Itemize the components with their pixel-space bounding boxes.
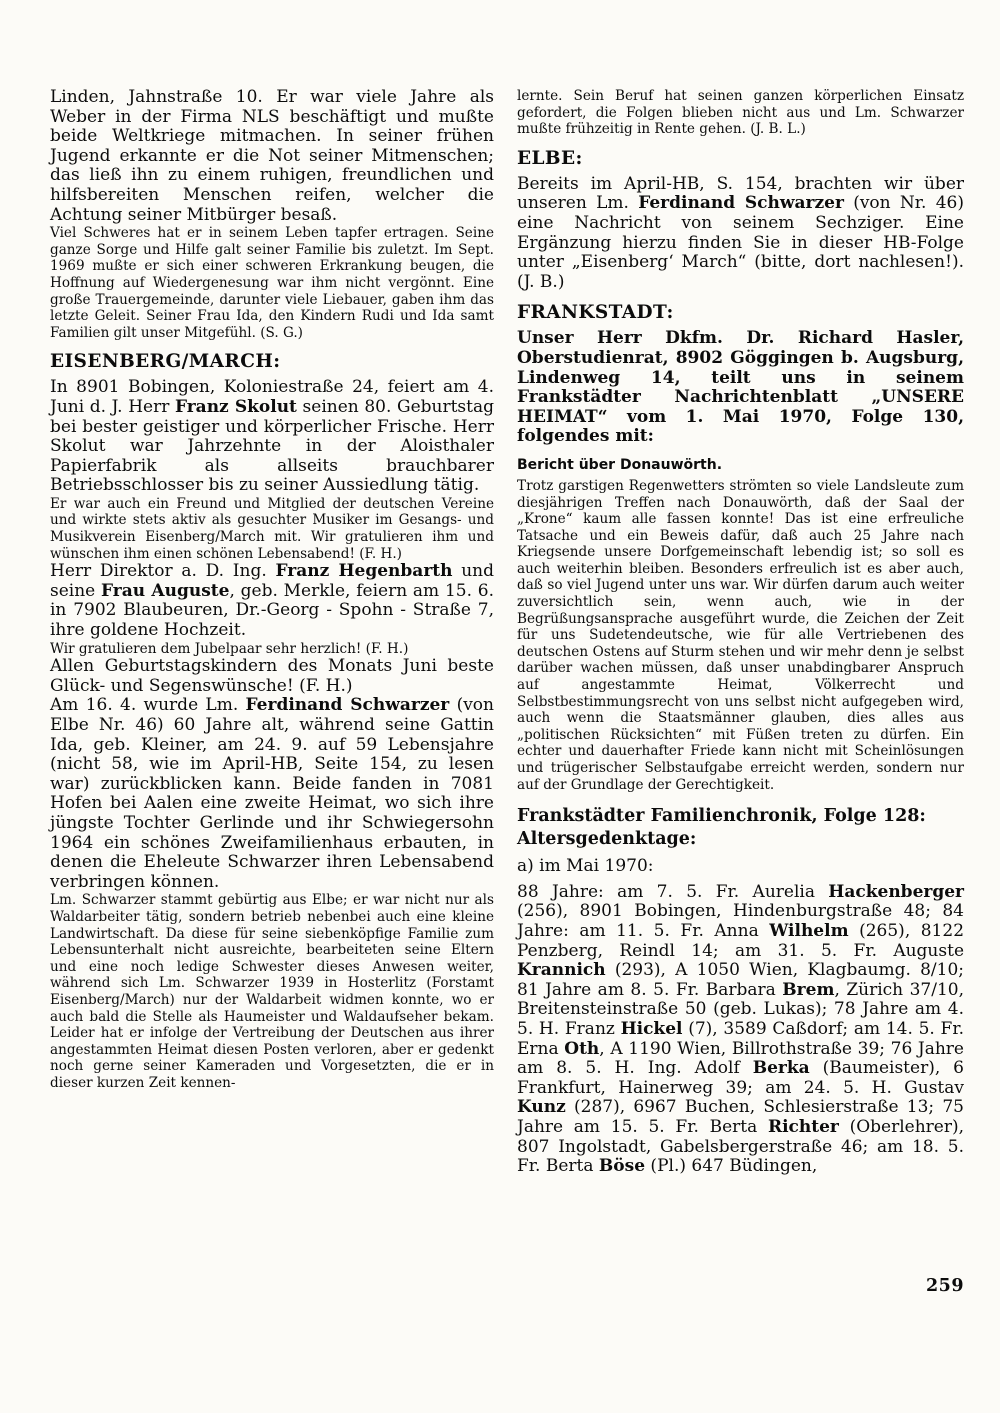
paragraph: Trotz garstigen Regenwetters strömten so viele Landsleute zum diesjährigen Treffen nach Donauwörth, daß der Saal der „Krone“ kaum alle fassen konnte! Das ist eine erfreuliche Tatsache und ein Beweis dafür, daß auch 25 Jahre nach Kriegsende unsere Dorfgemeinschaft lebendig ist; so soll es auch weiterhin bleiben. Besonders erfreulich ist es aber auch, daß so viel Jugend unter uns war. Wir dürfen darum auch weiter zuversichtlich sein, wenn auch, wie in der Begrüßungsansprache ausgeführt wurde, die Zeichen der Zeit für uns Sudetendeutsche, wie für alle Vertriebenen des deutschen Ostens auf Sturm stehen und wir mehr denn je selbst darüber wachen müssen, daß unser unabdingbarer Anspruch auf angestammte Heimat, Völkerrecht und Selbstbestimmungsrecht von uns selbst nicht aufgegeben wird, auch wenn die Staatsmänner glauben, dies alles aus „politischen Rücksichten“ mit Füßen treten zu dürfen. Ein echter und dauerhafter Friede kann nicht mit Scheinlösungen und trügerischer Selbstaufgabe erreicht werden, sondern nur auf der Grundlage der Gerechtigkeit.: [517, 477, 964, 793]
list-intro: a) im Mai 1970:: [517, 856, 654, 877]
right-column: [517, 88, 964, 1177]
paragraph: Viel Schweres hat er in seinem Leben tapfer ertragen. Seine ganze Sorge und Hilfe galt seiner Familie bis zuletzt. Im Sept. 1969 mußte er sich einer schweren Erkrankung beugen, die Hoffnung auf Wiedergenesung war ihm nicht vergönnt. Eine große Trauergemeinde, darunter viele Liebauer, gaben ihm das letzte Geleit. Seiner Frau Ida, den Kindern Rudi und Ida samt Familien gilt unser Mitgefühl. (S. G.): [50, 225, 494, 341]
section-heading: FRANKSTADT:: [517, 302, 674, 324]
left-column: [50, 88, 494, 1091]
bold-text: Frau Auguste: [101, 580, 230, 601]
paragraph: Am 16. 4. wurde Lm. Ferdinand Schwarzer (von Elbe Nr. 46) 60 Jahre alt, während seine Gattin Ida, geb. Kleiner, am 24. 9. auf 59 Lebensjahre (nicht 58, wie im April-HB, Seite 154, zu lesen war) zurückblicken kann. Beide fanden in 7081 Hofen bei Aalen eine zweite Heimat, wo sich ihre jüngste Tochter Gerlinde und ihr Schwiegersohn 1964 ein schönes Zweifamilienhaus erbauten, in denen die Eheleute Schwarzer ihren Lebensabend verbringen können.: [50, 695, 494, 892]
section-heading: EISENBERG/MARCH:: [50, 351, 281, 373]
bold-text: Richter: [767, 1116, 839, 1137]
bold-text: Berka: [752, 1058, 810, 1079]
bold-text: Böse: [598, 1156, 646, 1177]
bold-text: Ferdinand Schwarzer: [638, 193, 844, 214]
paragraph: Er war auch ein Freund und Mitglied der deutschen Vereine und wirkte stets aktiv als gesuchter Musiker im Gesangs- und Musikverein Eisenberg/March mit. Wir gratulieren ihm und wünschen ihm einen schönen Lebensabend! (F. H.): [50, 495, 494, 562]
bold-text: Brem: [782, 979, 835, 1000]
bold-text: Krannich: [517, 960, 606, 981]
paragraph: 88 Jahre: am 7. 5. Fr. Aurelia Hackenberger (256), 8901 Bobingen, Hindenburgstraße 48; 84 Jahre: am 11. 5. Fr. Anna Wilhelm (265), 8122 Penzberg, Reindl 14; am 31. 5. Fr. Auguste Krannich (293), A 1050 Wien, Klagbaumg. 8/10; 81 Jahre am 8. 5. Fr. Barbara Brem, Zürich 37/10, Breitensteinstraße 50 (geb. Lukas); 78 Jahre am 4. 5. H. Franz Hickel (7), 3589 Caßdorf; am 14. 5. Fr. Erna Oth, A 1190 Wien, Billrothstraße 39; 76 Jahre am 8. 5. H. Ing. Adolf Berka (Baumeister), 6 Frankfurt, Hainerweg 39; am 24. 5. H. Gustav Kunz (287), 6967 Buchen, Schlesierstraße 13; 75 Jahre am 15. 5. Fr. Berta Richter (Oberlehrer), 807 Ingolstadt, Gabelsbergerstraße 46; am 18. 5. Fr. Berta Böse (Pl.) 647 Büdingen,: [517, 881, 965, 1177]
paragraph: lernte. Sein Beruf hat seinen ganzen körperlichen Einsatz gefordert, die Folgen blieben nicht aus und Lm. Schwarzer mußte frühzeitig in Rente gehen. (J. B. L.): [517, 88, 964, 138]
bold-text: Franz Skolut: [174, 396, 297, 417]
bold-text: Oth: [564, 1038, 600, 1059]
bold-text: Wilhelm: [769, 920, 849, 941]
sub-heading: Bericht über Donauwörth.: [517, 456, 723, 473]
bold-text: Hickel: [620, 1018, 683, 1039]
bold-text: Hackenberger: [828, 881, 964, 902]
paragraph: In 8901 Bobingen, Koloniestraße 24, feiert am 4. Juni d. J. Herr Franz Skolut seinen 80. Geburtstag bei bester geistiger und körperlicher Frische. Herr Skolut war Jahrzehnte in der Aloisthaler Papierfabrik als allseits brauchbarer Betriebsschlosser bis zu seiner Aussiedlung tätig.: [50, 377, 494, 496]
bold-text: Ferdinand Schwarzer: [245, 695, 450, 716]
paragraph: Lm. Schwarzer stammt gebürtig aus Elbe; er war nicht nur als Waldarbeiter tätig, sondern betrieb nebenbei auch eine kleine Landwirtschaft. Da diese für seine siebenköpfige Familie zum Lebensunterhalt nicht ausreichte, bearbeiteten seine Eltern und eine noch ledige Schwester dieses Anwesen weiter, während sich Lm. Schwarzer 1939 in Hosterlitz (Forstamt Eisenberg/March) nur der Waldarbeit widmen konnte, wo er auch bald die Stelle als Haumeister und Waldaufseher bekam. Leider hat er infolge der Vertreibung der Deutschen aus ihrer angestammten Heimat diesen Posten verloren, aber er gedenkt noch gerne seiner Kameraden und Vorgesetzten, die er in dieser kurzen Zeit kennen-: [50, 892, 494, 1091]
page-number: 259: [925, 1276, 964, 1296]
bold-text: Unser Herr Dkfm. Dr. Richard Hasler, Oberstudienrat, 8902 Göggingen b. Augsburg, Lindenweg 14, teilt uns in seinem Frankstädter Nachrichtenblatt „UNSERE HEIMAT“ vom 1. Mai 1970, Folge 130, folgendes mit:: [517, 328, 964, 447]
paragraph: Allen Geburtstagskindern des Monats Juni beste Glück- und Segenswünsche! (F. H.): [50, 656, 494, 696]
bold-text: Franz Hegenbarth: [275, 561, 453, 582]
paragraph: [517, 329, 964, 447]
paragraph: Herr Direktor a. D. Ing. Franz Hegenbarth und seine Frau Auguste, geb. Merkle, feiern am 15. 6. in 7902 Blaubeuren, Dr.-Georg - Spohn - Straße 7, ihre goldene Hochzeit.: [50, 561, 494, 641]
bold-text: Kunz: [517, 1097, 566, 1118]
section-heading: ELBE:: [517, 147, 583, 169]
paragraph: Linden, Jahnstraße 10. Er war viele Jahre als Weber in der Firma NLS beschäftigt und mußte beide Weltkriege mitmachen. In seiner frühen Jugend erkannte er die Not seiner Mitmenschen; das ließ ihn zu einem ruhigen, freundlichen und hilfsbereiten Menschen reifen, welcher die Achtung seiner Mitbürger besaß.: [50, 87, 494, 225]
paragraph: Wir gratulieren dem Jubelpaar sehr herzlich! (F. H.): [50, 640, 409, 657]
chronicle-heading: Frankstädter Familienchronik, Folge 128: Altersgedenktage:: [517, 806, 926, 849]
paragraph: Bereits im April-HB, S. 154, brachten wir über unseren Lm. Ferdinand Schwarzer (von Nr. 46) eine Nachricht von seinem Sechziger. Eine Ergänzung hierzu finden Sie in dieser HB-Folge unter „Eisenberg‘ March“ (bitte, dort nachlesen!). (J. B.): [517, 173, 964, 292]
